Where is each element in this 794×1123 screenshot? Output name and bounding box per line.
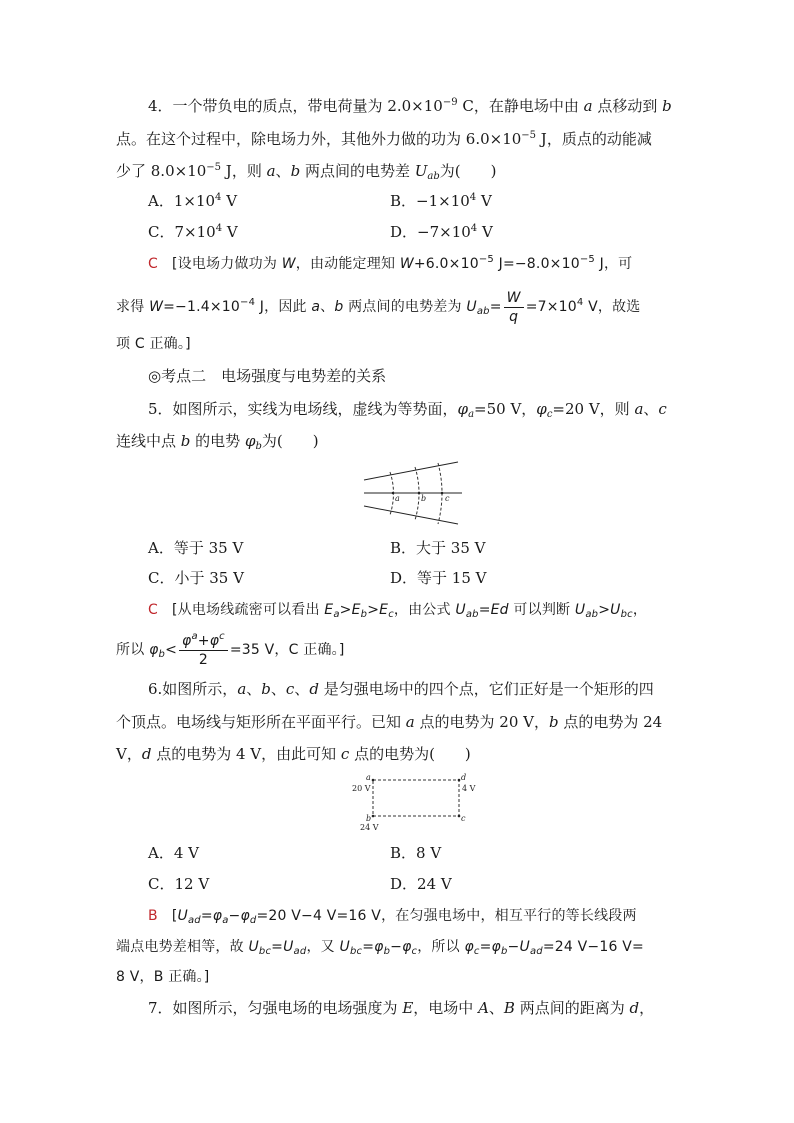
q5-explanation-line-1 bbox=[148, 600, 647, 620]
subscript: ad bbox=[187, 915, 201, 926]
subscript: b bbox=[500, 946, 508, 957]
var-U: U bbox=[339, 939, 350, 955]
text: 点移动到 bbox=[592, 97, 663, 115]
var-b: b bbox=[548, 713, 559, 731]
text: J，因此 bbox=[255, 299, 312, 315]
var-U: U bbox=[248, 939, 259, 955]
text: +6.0×10 bbox=[413, 256, 479, 272]
subscript: ab bbox=[585, 609, 599, 620]
phi: φ bbox=[491, 939, 501, 955]
text: J，质点的动能减 bbox=[536, 130, 652, 148]
subscript: a bbox=[333, 609, 340, 620]
subscript: c bbox=[411, 946, 418, 957]
text: =20 V−4 V=16 V，在匀强电场中，相互平行的等长线段两 bbox=[256, 908, 637, 924]
numerator bbox=[179, 632, 228, 651]
text: J=−8.0×10 bbox=[493, 256, 580, 272]
text: 、 bbox=[275, 162, 291, 180]
text: 、 bbox=[320, 299, 335, 315]
text: 、 bbox=[488, 999, 504, 1017]
text: [从电场线疏密可以看出 bbox=[171, 602, 325, 618]
q6-stem-line-2 bbox=[116, 712, 662, 732]
var-U: U bbox=[574, 602, 586, 618]
phi: φ bbox=[464, 939, 474, 955]
phi: φ bbox=[374, 939, 384, 955]
var-c: c bbox=[285, 680, 295, 698]
q5-stem-line-2 bbox=[116, 431, 319, 451]
subscript: b bbox=[255, 441, 262, 452]
q5-explanation-line-2 bbox=[116, 630, 345, 670]
text: =−1.4×10 bbox=[163, 299, 240, 315]
var-d: d bbox=[141, 745, 152, 763]
text: 点的电势为 20 V， bbox=[414, 713, 549, 731]
value-a: 20 V bbox=[352, 784, 371, 793]
q6-explanation-line-3 bbox=[116, 967, 209, 987]
subscript: bc bbox=[620, 609, 633, 620]
q5-stem-line-1 bbox=[148, 399, 667, 419]
var-a: a bbox=[583, 97, 593, 115]
text: > bbox=[339, 602, 352, 618]
text: V bbox=[222, 223, 238, 241]
q6-stem-line-1 bbox=[148, 679, 654, 699]
numerator: W bbox=[504, 289, 524, 308]
exponent: 4 bbox=[469, 192, 477, 203]
subscript: a bbox=[222, 915, 229, 926]
text: − bbox=[390, 939, 403, 955]
text: > bbox=[598, 602, 611, 618]
subscript: b bbox=[383, 946, 391, 957]
var-a: a bbox=[405, 713, 415, 731]
exponent: −5 bbox=[579, 254, 595, 265]
exponent: 4 bbox=[215, 192, 222, 203]
var-a: a bbox=[311, 299, 321, 315]
label-b: b bbox=[366, 814, 372, 823]
var-B: B bbox=[503, 999, 515, 1017]
text: V， bbox=[116, 745, 142, 763]
label-a: a bbox=[366, 773, 371, 782]
subscript: ad bbox=[529, 946, 543, 957]
point-a bbox=[372, 779, 375, 782]
var-U: U bbox=[466, 299, 477, 315]
q6-option-b[interactable]: B．8 V bbox=[390, 844, 442, 862]
q4-explanation-line-3 bbox=[116, 334, 191, 354]
var-E: E bbox=[402, 999, 414, 1017]
text: 的电势 bbox=[190, 432, 245, 450]
text: B．−1×10 bbox=[390, 192, 470, 210]
text: C，在静电场中由 bbox=[457, 97, 584, 115]
phi: φ bbox=[212, 908, 223, 924]
text: 点的电势为( ) bbox=[349, 745, 471, 763]
subscript: bc bbox=[349, 946, 363, 957]
subscript: ab bbox=[465, 609, 479, 620]
text: 6.如图所示， bbox=[148, 680, 238, 698]
q4-option-b[interactable] bbox=[390, 191, 492, 211]
text: 、 bbox=[643, 400, 659, 418]
q6-explanation-line-2 bbox=[116, 937, 644, 957]
var-W: W bbox=[149, 299, 164, 315]
text: 点的电势为 24 bbox=[558, 713, 663, 731]
text: 为( ) bbox=[261, 432, 319, 450]
text: 两点间的距离为 bbox=[514, 999, 630, 1017]
text: 5．如图所示，实线为电场线，虚线为等势面， bbox=[148, 400, 458, 418]
text: > bbox=[367, 602, 380, 618]
phi: φ bbox=[149, 642, 159, 658]
var-U: U bbox=[610, 602, 621, 618]
subscript: c bbox=[546, 409, 553, 420]
var-c: c bbox=[340, 745, 350, 763]
section-title: ◎考点二 电场强度与电势差的关系 bbox=[148, 367, 387, 385]
text: 两点间的电势差为 bbox=[343, 299, 467, 315]
q6-rectangle-figure bbox=[345, 772, 485, 834]
subscript: bc bbox=[258, 946, 272, 957]
phi: φ bbox=[402, 939, 412, 955]
exponent: −5 bbox=[521, 130, 537, 141]
point-b bbox=[372, 815, 375, 818]
phi: φ bbox=[536, 400, 547, 418]
value-d: 4 V bbox=[462, 784, 476, 793]
text: 点。在这个过程中，除电场力外，其他外力做的功为 6.0×10 bbox=[116, 130, 522, 148]
subscript: ab bbox=[476, 306, 490, 317]
text: = bbox=[362, 939, 375, 955]
text: J，可 bbox=[594, 256, 633, 272]
text: C．7×10 bbox=[148, 223, 216, 241]
label-a: a bbox=[395, 494, 400, 503]
exponent: −5 bbox=[206, 162, 222, 173]
text: ，所以 bbox=[417, 939, 465, 955]
text: 个顶点。电场线与矩形所在平面平行。已知 bbox=[116, 713, 406, 731]
q5-option-a[interactable]: A．等于 35 V bbox=[148, 539, 244, 557]
exponent: 4 bbox=[576, 297, 584, 308]
text: 端点电势差相等，故 bbox=[116, 939, 249, 955]
q4-option-d[interactable] bbox=[390, 222, 493, 242]
text: =7×10 bbox=[525, 299, 577, 315]
var-W: W bbox=[281, 256, 296, 272]
text: =35 V，C 正确。] bbox=[229, 642, 345, 658]
text: 4．一个带负电的质点，带电荷量为 2.0×10 bbox=[148, 97, 443, 115]
var-A: A bbox=[478, 999, 489, 1017]
subscript: c bbox=[388, 609, 394, 620]
text: < bbox=[165, 642, 177, 658]
fraction-phi-sum-over-2 bbox=[179, 632, 228, 669]
text: 7．如图所示，匀强电场的电场强度为 bbox=[148, 999, 403, 1017]
text: [ bbox=[171, 908, 178, 924]
subscript: c bbox=[219, 630, 225, 642]
text: − bbox=[228, 908, 241, 924]
text: ，由动能定理知 bbox=[295, 256, 400, 272]
label-c: c bbox=[445, 494, 450, 503]
q4-explanation-line-1 bbox=[148, 254, 632, 274]
field-line-bottom bbox=[364, 506, 458, 524]
text: =20 V，则 bbox=[552, 400, 635, 418]
text: =50 V， bbox=[474, 400, 537, 418]
var-U: U bbox=[414, 162, 428, 180]
text: V bbox=[477, 223, 493, 241]
phi: φ bbox=[182, 632, 192, 649]
text: = bbox=[478, 602, 491, 618]
text: 所以 bbox=[116, 642, 150, 658]
denominator: 2 bbox=[198, 651, 208, 668]
field-line-top bbox=[364, 462, 458, 480]
text: 为( ) bbox=[439, 162, 497, 180]
exponent: 4 bbox=[215, 223, 223, 234]
q6-explanation-line-1 bbox=[148, 906, 637, 926]
var-a: a bbox=[237, 680, 247, 698]
text: D．−7×10 bbox=[390, 223, 471, 241]
var-U: U bbox=[455, 602, 466, 618]
q7-stem-line-1 bbox=[148, 998, 654, 1018]
text: 是匀强电场中的四个点，它们正好是一个矩形的四 bbox=[318, 680, 654, 698]
text: = bbox=[479, 939, 492, 955]
q5-option-b[interactable]: B．大于 35 V bbox=[390, 539, 486, 557]
point-d bbox=[458, 779, 461, 782]
q4-answer: C bbox=[148, 256, 158, 272]
text: 少了 8.0×10 bbox=[116, 162, 207, 180]
q4-stem-line-1 bbox=[148, 96, 672, 116]
point-a bbox=[392, 492, 395, 495]
q6-option-a[interactable]: A．4 V bbox=[148, 844, 199, 862]
var-a: a bbox=[266, 162, 276, 180]
text: ，电场中 bbox=[413, 999, 479, 1017]
q4-stem-line-3 bbox=[116, 161, 496, 181]
var-b: b bbox=[180, 432, 191, 450]
label-d: d bbox=[461, 773, 467, 782]
text: 可以判断 bbox=[508, 602, 575, 618]
point-c bbox=[441, 492, 444, 495]
var-W: W bbox=[399, 256, 414, 272]
subscript: d bbox=[249, 915, 257, 926]
q5-answer: C bbox=[148, 602, 158, 618]
subscript: ad bbox=[293, 946, 307, 957]
exponent: 4 bbox=[470, 223, 478, 234]
q4-option-a[interactable] bbox=[148, 191, 237, 211]
var-U: U bbox=[177, 908, 188, 924]
var-b: b bbox=[334, 299, 344, 315]
text: V bbox=[476, 192, 492, 210]
phi: φ bbox=[244, 432, 256, 450]
text: J，则 bbox=[221, 162, 267, 180]
text: ，又 bbox=[306, 939, 340, 955]
text: =24 V−16 V= bbox=[542, 939, 644, 955]
text: 、 bbox=[270, 680, 286, 698]
var-b: b bbox=[261, 680, 271, 698]
exponent: −9 bbox=[442, 97, 458, 108]
text: ，由公式 bbox=[393, 602, 456, 618]
q4-stem-line-2 bbox=[116, 129, 652, 149]
q6-option-d[interactable]: D．24 V bbox=[390, 875, 452, 893]
text: 8 V，B 正确。] bbox=[116, 969, 210, 985]
q6-stem-line-3 bbox=[116, 744, 471, 764]
var-c: c bbox=[658, 400, 667, 418]
text: 求得 bbox=[116, 299, 150, 315]
text: [设电场力做功为 bbox=[171, 256, 282, 272]
var-E: E bbox=[324, 602, 334, 618]
text: 、 bbox=[246, 680, 262, 698]
subscript: a bbox=[468, 409, 475, 420]
text: ， bbox=[632, 602, 648, 618]
value-b: 24 V bbox=[360, 823, 379, 832]
var-U: U bbox=[283, 939, 294, 955]
text: ， bbox=[639, 999, 655, 1017]
q4-explanation-line-2 bbox=[116, 287, 640, 327]
var-E: E bbox=[351, 602, 361, 618]
q5-option-c[interactable]: C．小于 35 V bbox=[148, 569, 244, 587]
text: = bbox=[489, 299, 502, 315]
phi: φ bbox=[457, 400, 469, 418]
q4-option-c[interactable] bbox=[148, 222, 238, 242]
text: 两点间的电势差 bbox=[300, 162, 415, 180]
var-b: b bbox=[662, 97, 672, 115]
point-b bbox=[418, 492, 421, 495]
label-c: c bbox=[461, 814, 466, 823]
text: 、 bbox=[294, 680, 310, 698]
q6-answer: B bbox=[148, 908, 158, 924]
q6-option-c[interactable]: C．12 V bbox=[148, 875, 210, 893]
exponent: −4 bbox=[239, 297, 256, 308]
text: 点的电势为 4 V，由此可知 bbox=[151, 745, 341, 763]
dashed-rectangle bbox=[373, 780, 459, 816]
var-d: d bbox=[309, 680, 319, 698]
text: 项 C 正确。] bbox=[116, 336, 191, 352]
subscript: a bbox=[191, 630, 198, 642]
denominator: q bbox=[509, 308, 519, 325]
var-Ed: Ed bbox=[490, 602, 509, 618]
text: − bbox=[507, 939, 520, 955]
point-c bbox=[458, 815, 461, 818]
q5-option-d[interactable]: D．等于 15 V bbox=[390, 569, 487, 587]
var-b: b bbox=[290, 162, 301, 180]
var-d: d bbox=[629, 999, 640, 1017]
subscript: b bbox=[158, 649, 166, 660]
label-b: b bbox=[421, 494, 427, 503]
q5-field-line-figure bbox=[360, 458, 464, 528]
text: A．1×10 bbox=[148, 192, 216, 210]
text: 连线中点 bbox=[116, 432, 181, 450]
var-a: a bbox=[634, 400, 644, 418]
text: = bbox=[200, 908, 213, 924]
plus: + bbox=[197, 632, 210, 649]
subscript: b bbox=[360, 609, 368, 620]
text: V，故选 bbox=[583, 299, 641, 315]
phi: φ bbox=[209, 632, 220, 649]
var-E: E bbox=[379, 602, 389, 618]
exponent: −5 bbox=[478, 254, 494, 265]
text: = bbox=[271, 939, 284, 955]
var-U: U bbox=[519, 939, 530, 955]
text: V bbox=[221, 192, 238, 210]
phi: φ bbox=[240, 908, 250, 924]
subscript: ab bbox=[427, 171, 440, 182]
subscript: c bbox=[473, 946, 480, 957]
fraction-W-over-q bbox=[504, 289, 524, 326]
